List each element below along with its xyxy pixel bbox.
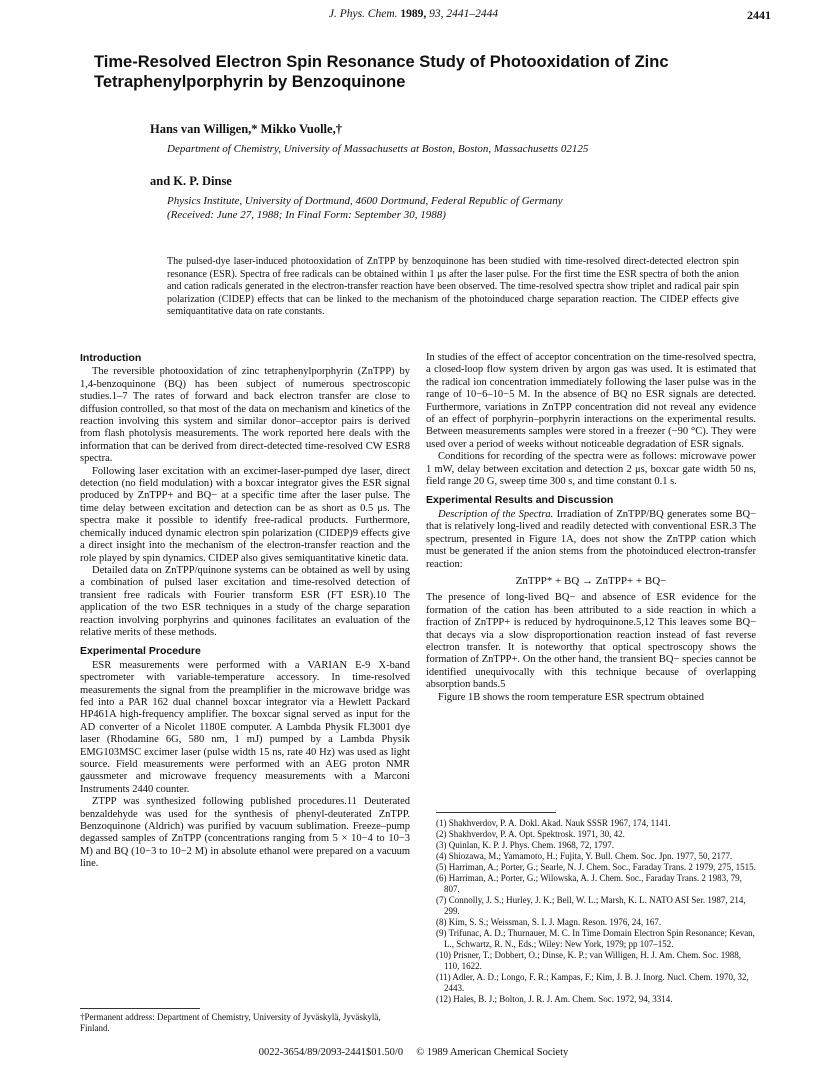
running-header <box>0 8 827 20</box>
reaction-equation: ZnTPP* + BQ → ZnTPP+ + BQ− <box>515 574 667 587</box>
reference-item: (6) Harriman, A.; Porter, G.; Wilowska, A. J. Chem. Soc., Faraday Trans. 2 1983, 79, 807. <box>436 873 742 894</box>
spectra-subheading: Description of the Spectra. <box>438 508 554 520</box>
author-footnote: †Permanent address: Department of Chemistry, University of Jyväskylä, Jyväskylä, Finland. <box>80 1012 381 1033</box>
reference-item: (9) Trifunac, A. D.; Thurnauer, M. C. In Time Domain Electron Spin Resonance; Kevan, L., Schwartz, R. N., Eds.; Wiley: New York, 1979; pp 107–152. <box>436 928 755 949</box>
footnote-divider <box>80 1008 200 1009</box>
experimental-paragraph-2: ZTPP was synthesized following published procedures.11 Deuterated benzaldehyde was used for the synthesis of phenyl-deuterated ZnTPP. Benzoquinone (Aldrich) was purified by vacuum sublimation. Freeze–pump degassed samples of ZnTPP (concentrations ranging from 5 × 10−4 to 10−3 M) and BQ (10−3 to 10−2 M) in absolute ethanol were prepared on a vacuum line. <box>80 796 410 870</box>
right-paragraph-2: Conditions for recording of the spectra were as follows: microwave power 1 mW, delay between excitation and detection 2 μs, boxcar gate width 50 ns, field range 20 G, sweep time 300 s, and time constant 0.1 s. <box>426 451 756 488</box>
article-title: Time-Resolved Electron Spin Resonance Study of Photooxidation of Zinc Tetraphenylporphyrin by Benzoquinone <box>94 53 669 91</box>
page-footer <box>0 1047 827 1058</box>
intro-paragraph-2: Following laser excitation with an excimer-laser-pumped dye laser, direct detection (no field modulation) with a boxcar integrator gives the ESR signal produced by ZnTPP+ and BQ− at a specific time after the laser pulse. The time delay between excitation and detection can be as short as 0.5 μs. The spectra make it possible to identify free-radical products. Furthermore, chemically induced dynamic electron spin polarization (CIDEP)9 effects give a direct insight into the mechanism of the electron-transfer reaction and the role played by spin dynamics. CIDEP also gives semiquantitative kinetic data. <box>80 465 410 564</box>
abstract: The pulsed-dye laser-induced photooxidation of ZnTPP by benzoquinone has been studied with time-resolved direct-detected electron spin resonance (ESR). Spectra of free radicals can be obtained within 1 μs after the laser pulse. For the first time the ESR spectra of both the anion and cation radicals generated in the electron-transfer reaction have been observed. The time-resolved spectra show triplet and radical pair spin polarization (CIDEP) effects that can be linked to the mechanism of the photoinduced charge separation reaction. The CIDEP effects give semiquantitative data on rate constants. <box>167 256 739 317</box>
right-paragraph-4: The presence of long-lived BQ− and absence of ESR evidence for the formation of the cation has been attributed to a side reaction in which a fraction of ZnTPP+ is reduced by hydroquinone.5,12 This leaves some BQ− that decays via a slow disproportionation reaction instead of fast reverse electron transfer. It is noteworthy that optical spectroscopy shows the formation of ZnTPP+. On the other hand, the transient BQ− species cannot be identified unequivocally with this technique because of overlapping absorption bands.5 <box>426 592 756 691</box>
authors-primary: Hans van Willigen,* Mikko Vuolle,† <box>150 122 342 136</box>
intro-paragraph-1: The reversible photooxidation of zinc tetraphenylporphyrin (ZnTPP) by 1,4-benzoquinone (BQ) has been subject of numerous spectroscopic studies.1–7 The rates of forward and back electron transfer are close to diffusion controlled, so that most of the data on mechanism and kinetics of the reaction involving this system and similar donor–acceptor pairs is derived from flash photolysis measurements. The work reported here deals with the information that can be derived from direct-detected time-resolved CW ESR8 spectra. <box>80 366 410 465</box>
introduction-heading: Introduction <box>80 352 142 364</box>
reference-item: (11) Adler, A. D.; Longo, F. R.; Kampas, F.; Kim, J. B. J. Inorg. Nucl. Chem. 1970, 32, 2443. <box>436 972 749 993</box>
page-number: 2441 <box>747 8 771 22</box>
journal-pages: 2441–2444 <box>446 8 499 20</box>
reference-item: (5) Harriman, A.; Porter, G.; Searle, N. J. Chem. Soc., Faraday Trans. 2 1979, 275, 1515. <box>436 862 756 872</box>
references-list <box>436 818 756 1005</box>
right-paragraph-5: Figure 1B shows the room temperature ESR spectrum obtained <box>438 691 704 703</box>
experimental-paragraph-1: ESR measurements were performed with a VARIAN E-9 X-band spectrometer with variable-temperature accessory. In time-resolved measurements the signal from the preamplifier in the microwave bridge was fed into a PAR 162 dual channel boxcar integrator via a Hewlett Packard HP461A high-frequency amplifier. The boxcar signal served as input for the AD converter of a Nicolet 1180E computer. A Lambda Physik FL3001 dye laser (Rhodamine 6G, 580 nm, 1 mJ) pumped by a Lambda Physik EMG103MSC excimer laser (pulse width 15 ns, rate 40 Hz) was used as light source. Field measurements were performed with an AEG proton NMR gaussmeter and microwave frequency measurements with a Marconi Instruments 2440 counter. <box>80 659 410 795</box>
results-heading: Experimental Results and Discussion <box>426 494 614 507</box>
authors-secondary: and K. P. Dinse <box>150 174 232 188</box>
reference-item: (3) Quinlan, K. P. J. Phys. Chem. 1968, 72, 1797. <box>436 840 615 850</box>
references-divider <box>436 812 556 813</box>
reference-item: (1) Shakhverdov, P. A. Dokl. Akad. Nauk SSSR 1967, 174, 1141. <box>436 818 671 828</box>
reference-item: (4) Shiozawa, M.; Yamamoto, H.; Fujita, Y. Bull. Chem. Soc. Jpn. 1977, 50, 2177. <box>436 851 733 861</box>
copyright-notice: © 1989 American Chemical Society <box>416 1047 569 1058</box>
affiliation-primary: Department of Chemistry, University of Massachusetts at Boston, Boston, Massachusetts 02125 <box>167 143 589 155</box>
right-paragraph-3 <box>426 509 756 571</box>
received-dates: (Received: June 27, 1988; In Final Form: September 30, 1988) <box>167 209 446 221</box>
journal-year: 1989, <box>400 8 427 20</box>
left-column <box>80 352 410 871</box>
right-paragraph-1: In studies of the effect of acceptor concentration on the time-resolved spectra, a closed-loop flow system driven by argon gas was used. It is estimated that the radical ion concentration immediately following the laser pulse was in the range of 10−6–10−5 M. In the absence of BQ no ESR signals are detected. Furthermore, variations in ZnTPP concentration did not reveal any evidence of an effect of porphyrin–porphyrin interactions on the experimental results. Between measurements samples were stored in a freezer (−90 °C). They were used over a period of weeks without noticeable degradation of ESR signals. <box>426 352 756 450</box>
reference-item: (12) Hales, B. J.; Bolton, J. R. J. Am. Chem. Soc. 1972, 94, 3314. <box>436 994 673 1004</box>
reference-item: (2) Shakhverdov, P. A. Opt. Spektrosk. 1971, 30, 42. <box>436 829 625 839</box>
reference-item: (10) Prisner, T.; Dobbert, O.; Dinse, K. P.; van Willigen, H. J. Am. Chem. Soc. 1988, 110, 1622. <box>436 950 742 971</box>
affiliation-secondary: Physics Institute, University of Dortmund, 4600 Dortmund, Federal Republic of Germany <box>167 195 563 207</box>
right-paragraph-3-text: Irradiation of ZnTPP/BQ generates some BQ− that is relatively long-lived and readily detected with conventional ESR.3 The spectrum, presented in Figure 1A, does not show the ZnTPP cation which must be generated if the anion stems from the photoinduced electron-transfer reaction: <box>426 508 756 570</box>
journal-volume: 93, <box>429 8 444 20</box>
reference-item: (7) Connolly, J. S.; Hurley, J. K.; Bell, W. L.; Marsh, K. L. NATO ASI Ser. 1987, 214, 299. <box>436 895 746 916</box>
article-code: 0022-3654/89/2093-2441$01.50/0 <box>258 1047 404 1058</box>
reference-item: (8) Kim, S. S.; Weissman, S. I. J. Magn. Reson. 1976, 24, 167. <box>436 917 662 927</box>
intro-paragraph-3: Detailed data on ZnTPP/quinone systems can be obtained as well by using a combination of pulsed laser excitation and time-resolved detection of transient free radicals with Fourier transform ESR (FT ESR).10 The application of the two ESR techniques in a study of the charge separation reaction involving porphyrins and quinones facilitates an evaluation of the relative merits of these methods. <box>80 564 410 638</box>
journal-name: J. Phys. Chem. <box>328 8 398 20</box>
right-column <box>426 352 756 704</box>
experimental-heading: Experimental Procedure <box>80 645 201 658</box>
